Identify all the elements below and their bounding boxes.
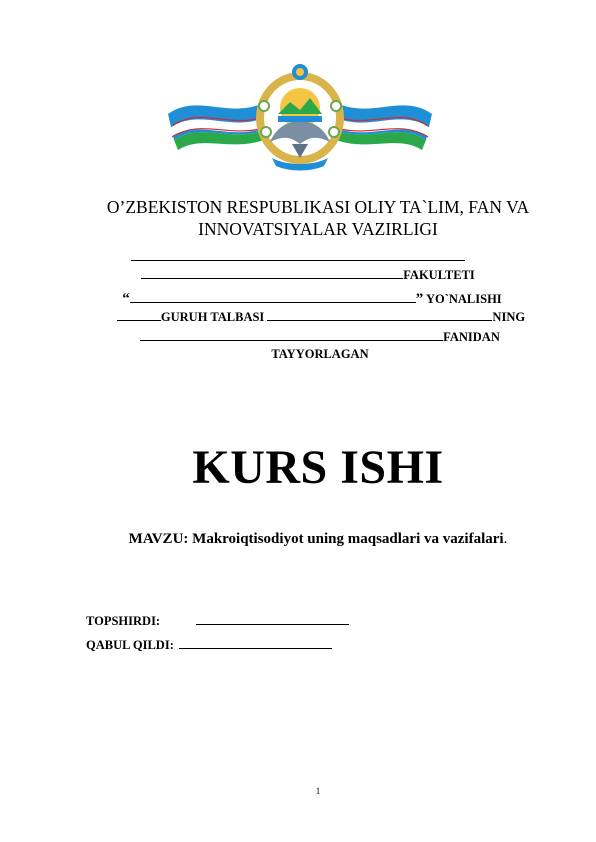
- uzbekistan-state-emblem: [160, 62, 440, 172]
- accepted-label: QABUL QILDI:: [86, 638, 174, 652]
- university-blank[interactable]: [131, 250, 465, 261]
- direction-row: [14, 291, 596, 308]
- faculty-label: FAKULTETI: [403, 268, 475, 282]
- ministry-heading: [60, 196, 576, 240]
- star-crescent: [292, 64, 308, 80]
- topic-text: Makroiqtisodiyot uning maqsadlari va vazifalari: [192, 531, 504, 547]
- topic-dot: .: [503, 531, 508, 547]
- group-number-blank[interactable]: [117, 310, 161, 321]
- group-leader-label: GURUH TALBASI: [160, 310, 265, 324]
- topic-line: [0, 531, 596, 548]
- open-quote: “: [122, 291, 130, 307]
- ministry-line-1: O’ZBEKISTON RESPUBLIKASI OLIY TA`LIM, FAN VA: [106, 197, 530, 217]
- accepted-blank[interactable]: [179, 638, 332, 649]
- blank-line-university: [0, 250, 596, 265]
- student-name-blank[interactable]: [267, 310, 492, 321]
- subject-row: [22, 330, 596, 345]
- faculty-blank[interactable]: [141, 268, 403, 279]
- group-leader-row: [23, 310, 596, 325]
- page-number: 1: [315, 786, 321, 796]
- accepted-row: [86, 638, 332, 653]
- subject-label: FANIDAN: [443, 330, 500, 344]
- document-title: KURS ISHI: [192, 441, 444, 494]
- submitted-row: [86, 614, 349, 629]
- submitted-label: TOPSHIRDI:: [86, 614, 161, 628]
- faculty-row: [10, 268, 596, 283]
- ministry-line-2: INNOVATSIYALAR VAZIRLIGI: [198, 219, 438, 239]
- close-quote: ”: [415, 291, 424, 307]
- submitted-blank[interactable]: [196, 614, 349, 625]
- subject-blank[interactable]: [140, 330, 443, 341]
- prepared-row: [22, 347, 596, 362]
- topic-label: MAVZU:: [128, 531, 189, 547]
- prepared-label: TAYYORLAGAN: [271, 347, 369, 361]
- direction-label: YO`NALISHI: [425, 292, 502, 306]
- direction-blank[interactable]: [130, 292, 416, 303]
- ning-label: NING: [492, 310, 526, 324]
